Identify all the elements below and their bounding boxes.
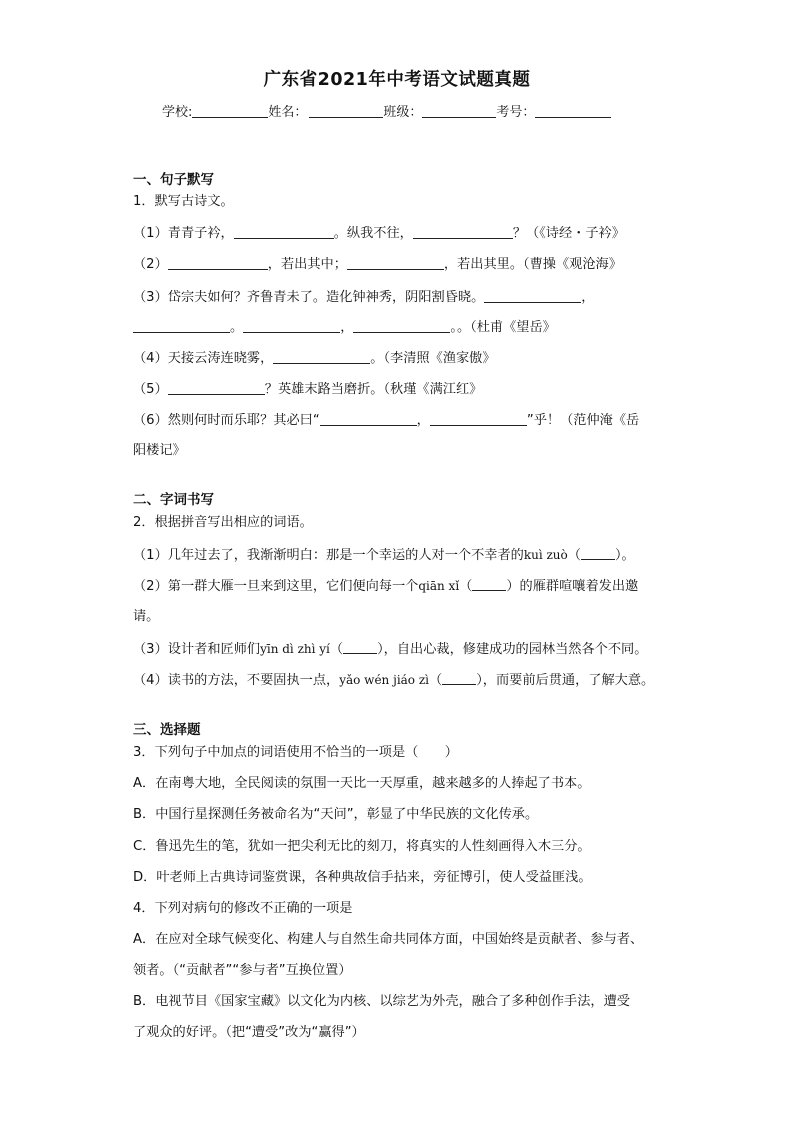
text: （ — [459, 579, 473, 594]
answer-blank[interactable] — [168, 255, 268, 270]
q2-line-4 — [133, 671, 654, 690]
answer-blank[interactable] — [343, 641, 377, 654]
answer-blank[interactable] — [320, 411, 417, 426]
text: （4）读书的方法，不要固执一点， — [133, 673, 340, 688]
q3-option-b[interactable]: B．中国行星探测任务被命名为“天问”，彰显了中华民族的文化传承。 — [133, 807, 539, 822]
q1-line-7 — [133, 411, 639, 430]
class-blank[interactable] — [422, 104, 496, 118]
q4-option-a[interactable]: A．在应对全球气候变化、构建人与自然生命共同体方面，中国始终是贡献者、参与者、 — [133, 932, 644, 947]
question-2: 2．根据拼音写出相应的词语。 — [133, 515, 313, 530]
text: ）的雁群喧嚷着发出邀 — [506, 579, 639, 594]
answer-blank[interactable] — [484, 288, 581, 303]
question-4: 4．下列对病句的修改不正确的一项是 — [133, 901, 353, 916]
text: ？（《诗经・子衿》 — [512, 226, 625, 241]
q2-line-2b: 请。 — [133, 609, 160, 624]
q1-line-1 — [133, 224, 625, 243]
text: 。纵我不往， — [333, 226, 413, 241]
text: （2） — [133, 257, 168, 272]
q2-line-3 — [133, 640, 647, 659]
text: （6）然则何时而乐耶？其必曰“ — [133, 413, 320, 428]
q3-option-a[interactable]: A．在南粤大地，全民阅读的氛围一天比一天厚重，越来越多的人捧起了书本。 — [133, 776, 591, 791]
q4-option-a-cont: 领者。（“贡献者”“参与者”互换位置） — [133, 963, 352, 978]
school-blank[interactable] — [192, 104, 268, 118]
q3-option-d[interactable]: D．叶老师上古典诗词鉴赏课，各种典故信手拈来，旁征博引，使人受益匪浅。 — [133, 870, 592, 885]
text: ，若出其里。（曹操《观沧海》 — [443, 257, 622, 272]
text: ”乎！（范仲淹《岳 — [526, 413, 640, 428]
text: （1）青青子衿， — [133, 226, 234, 241]
text: ， — [340, 320, 354, 335]
answer-blank[interactable] — [347, 255, 444, 270]
number-blank[interactable] — [535, 104, 611, 118]
q1-line-3 — [133, 288, 594, 307]
student-info-row — [162, 101, 611, 120]
text: （3）设计者和匠师们 — [133, 642, 261, 657]
name-label: 姓名： — [268, 105, 308, 120]
answer-blank[interactable] — [581, 547, 615, 560]
text: ）。 — [614, 548, 635, 563]
pinyin: yǎo wén jiáo zì — [339, 673, 430, 687]
q1-line-6 — [133, 380, 482, 399]
answer-blank[interactable] — [133, 318, 230, 333]
text: （5） — [133, 382, 168, 397]
answer-blank[interactable] — [168, 380, 265, 395]
pinyin: kuì zuò — [523, 548, 568, 562]
class-label: 班级： — [383, 105, 423, 120]
q4-option-b[interactable]: B．电视节目《国家宝藏》以文化为内核、以综艺为外壳，融合了多种创作手法，遭受 — [133, 994, 630, 1009]
q4-option-b-cont: 了观众的好评。（把“遭受”改为“赢得”） — [133, 1025, 365, 1040]
text: ？英雄末路当磨折。（秋瑾《满江红》 — [264, 382, 483, 397]
text: （3）岱宗夫如何？齐鲁青未了。造化钟神秀，阴阳割昏晓。 — [133, 290, 485, 305]
answer-blank[interactable] — [472, 578, 506, 591]
text: （4）天接云涛连晓雾， — [133, 351, 274, 366]
text: （ — [329, 642, 344, 657]
text: 。 — [230, 320, 244, 335]
school-label: 学校: — [162, 105, 193, 120]
q1-line-2 — [133, 255, 622, 274]
text: （ — [567, 548, 581, 563]
answer-blank[interactable] — [273, 349, 370, 364]
answer-blank[interactable] — [413, 224, 513, 239]
q2-line-2 — [133, 577, 638, 596]
text: （1）几年过去了，我渐渐明白：那是一个幸运的人对一个不幸者的 — [133, 548, 524, 563]
pinyin: qiān xǐ — [418, 579, 460, 593]
text: ），而要前后贯通，了解大意。 — [476, 673, 655, 688]
answer-blank[interactable] — [234, 224, 334, 239]
text: ），自出心裁，修建成功的园林当然各个不同。 — [377, 642, 648, 657]
number-label: 考号： — [496, 105, 536, 120]
question-3: 3．下列句子中加点的词语使用不恰当的一项是（ ） — [133, 745, 458, 760]
answer-blank[interactable] — [430, 411, 527, 426]
question-1: 1．默写古诗文。 — [133, 194, 234, 209]
text: （ — [429, 673, 443, 688]
page-title: 广东省2021年中考语文试题真题 — [263, 70, 531, 90]
name-blank[interactable] — [309, 104, 383, 118]
text: ，若出其中； — [267, 257, 347, 272]
q2-line-1 — [133, 546, 635, 565]
q1-line-5 — [133, 349, 496, 368]
answer-blank[interactable] — [442, 672, 476, 685]
section-heading-1: 一、句子默写 — [133, 172, 214, 188]
text: （2）第一群大雁一旦来到这里，它们便向每一个 — [133, 579, 419, 594]
q1-line-8: 阳楼记》 — [133, 443, 186, 458]
q3-option-c[interactable]: C．鲁迅先生的笔，犹如一把尖利无比的刻刀，将真实的人性刻画得入木三分。 — [133, 839, 591, 854]
text: 。。（杜甫《望岳》 — [450, 320, 556, 335]
section-heading-2: 二、字词书写 — [133, 492, 214, 508]
section-heading-3: 三、选择题 — [133, 722, 201, 738]
pinyin: yīn dì zhì yí — [260, 642, 330, 656]
q1-line-4 — [133, 318, 556, 337]
text: 。（李清照《渔家傲》 — [370, 351, 496, 366]
answer-blank[interactable] — [243, 318, 340, 333]
answer-blank[interactable] — [353, 318, 450, 333]
text: ， — [581, 290, 595, 305]
text: ， — [416, 413, 430, 428]
